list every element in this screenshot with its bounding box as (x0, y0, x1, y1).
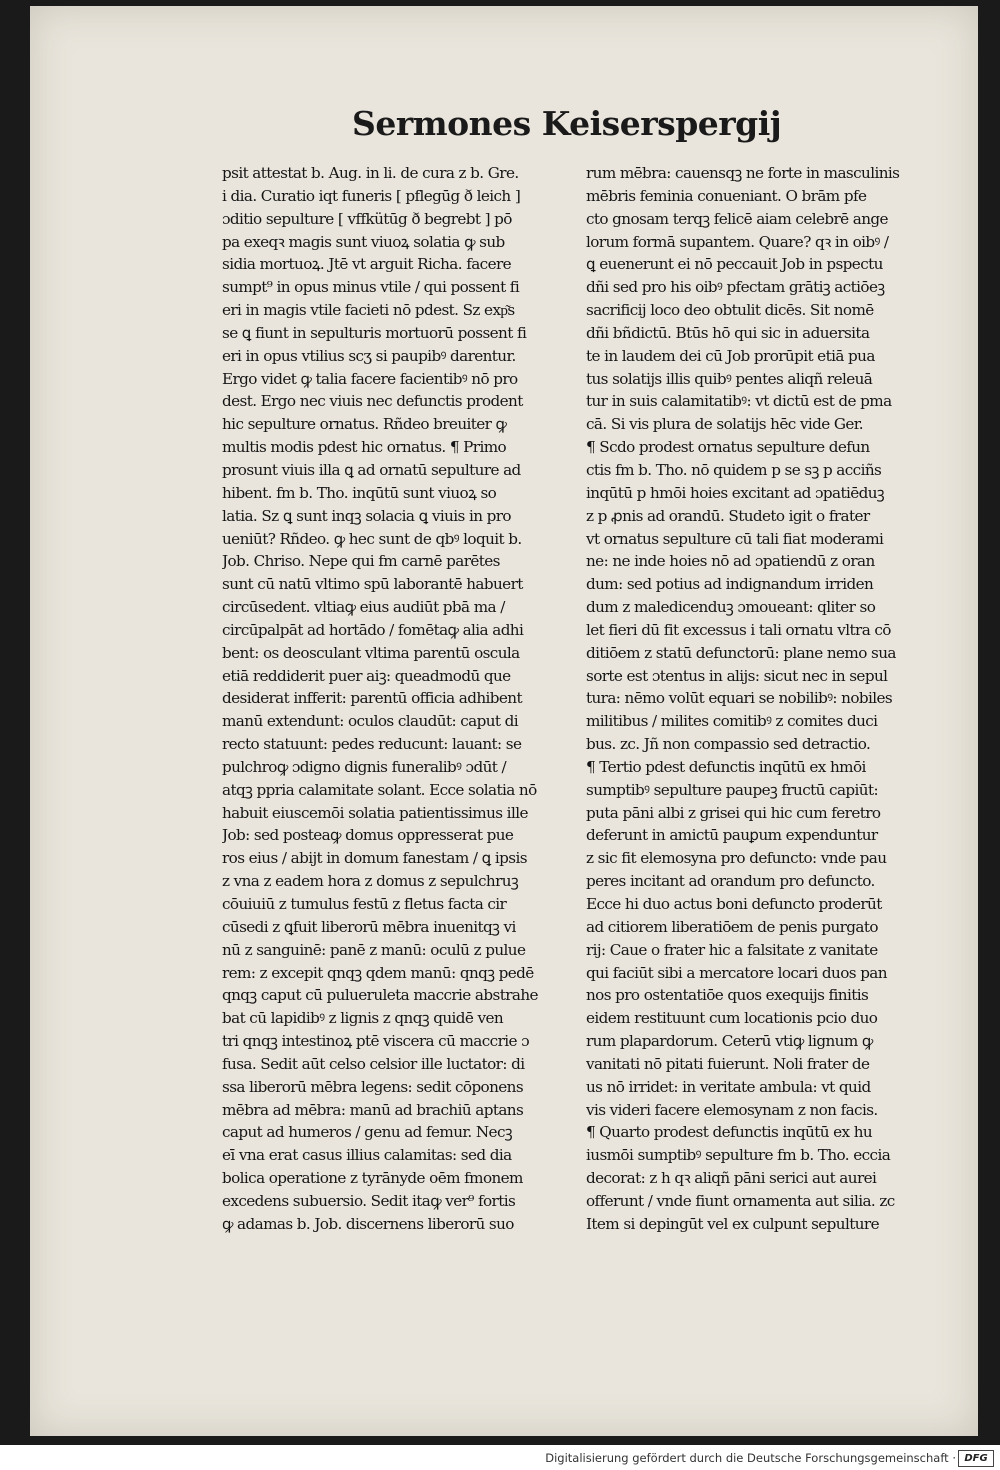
text-line: bat cū lapidibꝰ z lignis z qnqꝫ quidē ven (222, 1009, 504, 1028)
text-line: lorum formā supantem. Quare? qꝛ in oibꝰ / (586, 232, 889, 251)
text-line: puta pāni albi z grisei qui hic cum feretro (586, 803, 881, 822)
text-line: let fieri dū fit excessus i tali ornatu vltra cō (586, 620, 891, 639)
text-line: vt ornatus sepulture cū tali fiat moderami (586, 529, 884, 548)
text-line: z sic fit elemosyna pro defuncto: vnde pau (586, 849, 887, 868)
text-line: ɔditio sepulture [ vffkütūg ð begrebt ] pō (222, 209, 512, 228)
text-line: se ꝗ fiunt in sepulturis mortuorū possent fi (222, 323, 527, 342)
text-line: ros eius / abijt in domum fanestam / ꝗ ipsis (222, 849, 527, 868)
text-line: bolica operatione z tyrānyde oēm fmonem (222, 1169, 523, 1188)
text-line: decorat: z h qꝛ aliqñ pāni serici aut aurei (586, 1169, 877, 1188)
text-line: sumptibꝰ sepulture paupeꝫ fructū capiūt: (586, 780, 878, 799)
text-line: circūpalpāt ad hortādo / fomētaꝙ alia adhi (222, 620, 524, 639)
text-line: ad citiorem liberatiōem de penis purgato (586, 917, 878, 936)
text-line: qnqꝫ caput cū pulueruleta maccrie abstrahe (222, 986, 538, 1005)
text-line: dum: sed potius ad indignandum irriden (586, 575, 874, 594)
text-line: inqūtū p hmōi hoies excitant ad ɔpatiēduꝫ (586, 483, 885, 502)
text-line: eidem restituunt cum locationis pcio duo (586, 1009, 878, 1028)
text-line: Ergo videt ꝙ talia facere facientibꝰ nō pro (222, 369, 518, 388)
text-line: recto statuunt: pedes reducunt: lauant: se (222, 735, 522, 754)
text-line: vis videri facere elemosynam z non facis. (586, 1100, 878, 1119)
text-line: ueniūt? Rñdeo. ꝙ hec sunt de qbꝰ loquit b. (222, 529, 522, 548)
text-line: rum plapardorum. Ceterū vtiꝙ lignum ꝙ (586, 1032, 873, 1051)
text-line: sidia mortuoꝝ. Jtē vt arguit Richa. facere (222, 255, 512, 274)
text-line: peres incitant ad orandum pro defuncto. (586, 872, 875, 891)
text-line: dest. Ergo nec viuis nec defunctis prodent (222, 392, 523, 411)
text-line: mēbris feminia conueniant. O brām pfe (586, 186, 867, 205)
text-line: nū z sanguinē: panē z manū: oculū z pulue (222, 940, 526, 959)
text-line: ctis fm b. Tho. nō quidem p se sꝫ p acciñs (586, 460, 882, 479)
text-line: psit attestat b. Aug. in li. de cura z b. Gre. (222, 164, 519, 182)
text-line: sacrificij loco deo obtulit dicēs. Sit nomē (586, 301, 874, 320)
text-line: cōuiuiū z tumulus festū z fletus facta cir (222, 895, 507, 913)
text-line: dum z maledicenduꝫ ɔmoueant: qliter so (586, 598, 876, 617)
text-line: rum mēbra: cauensqꝫ ne forte in masculinis (586, 164, 900, 182)
text-line: sumpt⁹ in opus minus vtile / qui possent fi (222, 278, 520, 297)
text-line: tur in suis calamitatibꝰ: vt dictū est de pma (586, 392, 892, 411)
text-line: pa exeqꝛ magis sunt viuoꝝ solatia ꝙ sub (222, 232, 505, 251)
text-line: tri qnqꝫ intestinoꝝ ptē viscera cū maccrie ɔ (222, 1032, 530, 1051)
funding-credit: Digitalisierung gefördert durch die Deutsche Forschungsgemeinschaft · (545, 1451, 956, 1465)
text-line: ꝗ euenerunt ei nō peccauit Job in pspectu (586, 255, 883, 274)
text-line: deferunt in amictū pauꝑum expenduntur (586, 826, 878, 845)
footer-bar (0, 1445, 1000, 1470)
text-line: Ecce hi duo actus boni defuncto proderūt (586, 895, 882, 913)
text-line: ¶ Scdo prodest ornatus sepulture defun (586, 438, 870, 457)
right-text-column (586, 162, 931, 1236)
text-line: i dia. Curatio iqt funeris [ pflegūg ð leich ] (222, 186, 521, 205)
text-line: ¶ Quarto prodest defunctis inqūtū ex hu (586, 1123, 873, 1142)
text-line: rem: z excepit qnqꝫ qdem manū: qnqꝫ pedē (222, 963, 534, 982)
text-line: atqꝫ ppria calamitate solant. Ecce solatia nō (222, 780, 537, 799)
text-line: Item si depingūt vel ex culpunt sepulture (586, 1214, 879, 1233)
text-line: eī vna erat casus illius calamitas: sed dia (222, 1146, 512, 1165)
text-line: habuit eiuscemōi solatia patientissimus ille (222, 803, 528, 822)
text-line: sunt cū natū vltimo spū laborantē habuert (222, 575, 523, 594)
text-line: fusa. Sedit aūt celso celsior ille luctator: di (222, 1054, 525, 1073)
text-line: dñi bñdictū. Btūs hō qui sic in aduersita (586, 323, 870, 342)
text-line: dñi sed pro his oibꝰ pfectam grātiꝫ actiōeꝫ (586, 278, 885, 297)
text-line: offerunt / vnde fiunt ornamenta aut silia. zc (586, 1191, 895, 1210)
text-line: cūsedi z ꝗfuit liberorū mēbra inuenitqꝫ vi (222, 917, 516, 936)
text-line: bus. zc. Jñ non compassio sed detractio. (586, 735, 871, 754)
text-line: hic sepulture ornatus. Rñdeo breuiter ꝙ (222, 415, 507, 434)
text-line: vanitati nō pitati fuierunt. Noli frater de (586, 1054, 870, 1073)
text-line: prosunt viuis illa ꝗ ad ornatū sepulture ad (222, 460, 521, 479)
text-line: Job: sed posteaꝙ domus oppresserat pue (222, 826, 514, 845)
text-line: nos pro ostentatiōe quos exequijs finitis (586, 986, 869, 1005)
text-line: te in laudem dei cū Job prorūpit etiā pua (586, 346, 875, 365)
text-line: z p ꝓnis ad orandū. Studeto igit o frater (586, 506, 870, 525)
text-line: hibent. fm b. Tho. inqūtū sunt viuoꝝ so (222, 483, 497, 502)
text-line: us nō irridet: in veritate ambula: vt quid (586, 1077, 871, 1096)
text-line: iusmōi sumptibꝰ sepulture fm b. Tho. eccia (586, 1146, 891, 1165)
text-line: manū extendunt: oculos claudūt: caput di (222, 712, 518, 731)
left-text-column (222, 162, 567, 1236)
text-line: sorte est ɔtentus in alijs: sicut nec in sepul (586, 666, 888, 685)
text-line: pulchroꝙ ɔdigno dignis funeralibꝰ ɔdūt / (222, 757, 507, 776)
text-line: tus solatijs illis quibꝰ pentes aliqñ releuā (586, 369, 873, 388)
text-line: rij: Caue o frater hic a falsitate z vanitate (586, 940, 878, 959)
text-line: eri in opus vtilius scʒ si paupibꝰ darentur. (222, 346, 516, 365)
text-line: excedens subuersio. Sedit itaꝙ ver⁹ fortis (222, 1191, 516, 1210)
text-line: etiā reddiderit puer aiꝫ: queadmodū que (222, 666, 511, 685)
text-line: desiderat infferit: parentū officia adhibent (222, 689, 522, 708)
text-line: qui faciūt sibi a mercatore locari duos pan (586, 963, 887, 982)
text-line: eri in magis vtile facieti nō pdest. Sz exp͂s (222, 301, 515, 320)
text-line: ditiōem z statū defunctorū: plane nemo sua (586, 643, 896, 662)
text-line: caput ad humeros / genu ad femur. Necꝫ (222, 1123, 513, 1142)
text-line: multis modis pdest hic ornatus. ¶ Primo (222, 438, 507, 457)
text-line: cā. Si vis plura de solatijs hēc vide Ger. (586, 415, 863, 434)
text-line: tura: nēmo volūt equari se nobilibꝰ: nobiles (586, 689, 893, 708)
text-line: bent: os deosculant vltima parentū oscula (222, 643, 520, 662)
text-line: ssa liberorū mēbra legens: sedit cōponens (222, 1077, 524, 1096)
text-line: cto gnosam terqꝫ felicē aiam celebrē ange (586, 209, 888, 228)
text-line: circūsedent. vltiaꝙ eius audiūt pbā ma / (222, 598, 505, 617)
text-line: militibus / milites comitibꝰ z comites duci (586, 712, 878, 731)
text-line: ¶ Tertio pdest defunctis inqūtū ex hmōi (586, 757, 866, 776)
text-line: mēbra ad mēbra: manū ad brachiū aptans (222, 1100, 524, 1119)
text-line: z vna z eadem hora z domus z sepulchruꝫ (222, 872, 519, 891)
text-line: ꝙ adamas b. Job. discernens liberorū suo (222, 1214, 514, 1233)
dfg-logo-icon: DFG (958, 1450, 994, 1467)
text-line: Job. Chriso. Nepe qui fm carnē parētes (222, 552, 500, 571)
text-line: ne: ne inde hoies nō ad ɔpatiendū z oran (586, 552, 875, 571)
page-title: Sermones Keiserspergij (352, 104, 782, 143)
text-line: latia. Sz ꝗ sunt inqꝫ solacia ꝗ viuis in pro (222, 506, 511, 525)
